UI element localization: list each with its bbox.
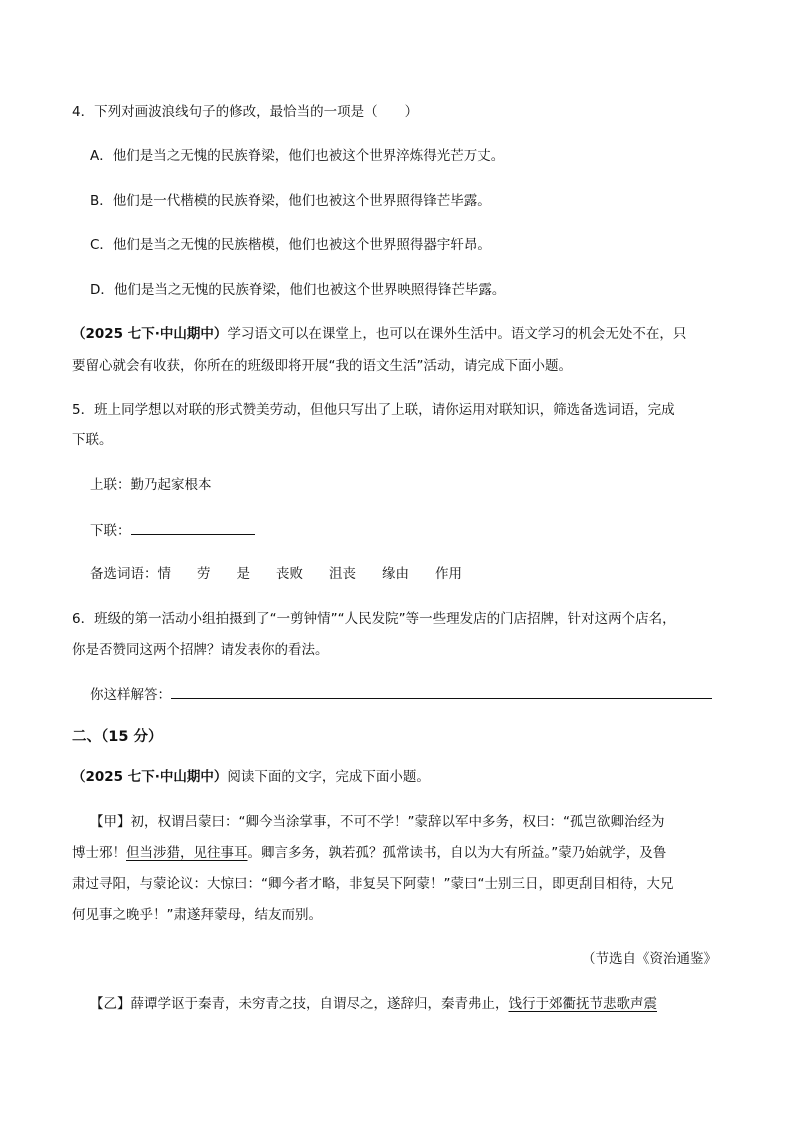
candidate-word: 情	[157, 566, 171, 582]
section-2-source: （2025 七下·中山期中）	[72, 769, 228, 785]
q6-answer-label: 你这样解答：	[90, 687, 171, 703]
q5-lower-label: 下联：	[90, 523, 131, 539]
q4-option-d: D．他们是当之无愧的民族脊梁，他们也被这个世界映照得锋芒毕露。	[90, 282, 506, 298]
candidate-word: 劳	[197, 566, 211, 582]
jia-line-2-post: 。卿言多务，孰若孤？孤常读书，自以为大有所益。”蒙乃始就学，及鲁	[247, 845, 667, 861]
q6-answer	[90, 684, 712, 705]
q5-upper-couplet: 上联：勤乃起家根本	[90, 477, 212, 493]
q5-stem-line-1: 5．班上同学想以对联的形式赞美劳动，但他只写出了上联，请你运用对联知识，筛选备选词语，完成	[72, 402, 675, 418]
jia-line-3: 肃过寻阳，与蒙论议：大惊曰：“卿今者才略，非复吴下阿蒙！”蒙曰“士别三日，即更刮目相待，大兄	[72, 876, 674, 892]
section-2-intro	[72, 767, 430, 787]
jia-line-1: 【甲】初，权谓吕蒙曰：“卿今当涂掌事，不可不学！”蒙辞以军中多务，权曰：“孤岂欲卿治经为	[90, 814, 665, 830]
section-2-instruction: 阅读下面的文字，完成下面小题。	[227, 769, 430, 785]
q4-option-a: A．他们是当之无愧的民族脊梁，他们也被这个世界淬炼得光芒万丈。	[90, 148, 505, 164]
q4-option-c: C．他们是当之无愧的民族楷模，他们也被这个世界照得器宇轩昂。	[90, 237, 491, 253]
candidate-word: 是	[236, 566, 250, 582]
yi-line-1-pre: 【乙】薛谭学讴于秦青，未穷青之技，自谓尽之，遂辞归，秦青弗止，	[90, 996, 509, 1012]
candidate-word: 丧败	[276, 566, 303, 582]
section-2-heading: 二、（15 分）	[72, 729, 163, 745]
intro-text-1: 学习语文可以在课堂上，也可以在课外生活中。语文学习的机会无处不在，只	[227, 326, 687, 342]
candidate-word: 沮丧	[329, 566, 356, 582]
q4-option-b: B．他们是一代楷模的民族脊梁，他们也被这个世界照得锋芒毕露。	[90, 193, 491, 209]
q5-lower-answer-blank[interactable]	[131, 520, 255, 535]
jia-line-2-pre: 博士邪！	[72, 845, 126, 861]
q6-stem-line-2: 你是否赞同这两个招牌？请发表你的看法。	[72, 642, 329, 658]
candidate-word: 缘由	[382, 566, 409, 582]
q5-candidates-label: 备选词语：	[90, 566, 158, 582]
jia-line-2	[72, 843, 666, 863]
jia-underlined-sentence: 但当涉猎，见往事耳	[126, 845, 248, 861]
q5-lower-couplet	[90, 520, 255, 541]
yi-line-1	[90, 994, 657, 1014]
q5-stem-line-2: 下联。	[72, 432, 113, 448]
q6-answer-blank[interactable]	[171, 684, 712, 699]
intro-line-1	[72, 324, 686, 344]
intro-source: （2025 七下·中山期中）	[72, 326, 228, 342]
candidate-word: 作用	[435, 566, 462, 582]
jia-line-4: 何见事之晚乎！”肃遂拜蒙母，结友而别。	[72, 907, 322, 923]
yi-underlined-sentence: 饯行于郊衢抚节悲歌声震	[508, 996, 657, 1012]
q5-candidates	[90, 564, 488, 584]
q4-stem: 4．下列对画波浪线句子的修改，最恰当的一项是（ ）	[72, 104, 419, 120]
q6-stem-line-1: 6．班级的第一活动小组拍摄到了“一剪钟情”“人民发院”等一些理发店的门店招牌，针对这两个店名，	[72, 611, 676, 627]
jia-citation: （节选自《资治通鉴》	[582, 951, 717, 967]
intro-line-2: 要留心就会有收获，你所在的班级即将开展“我的语文生活”活动，请完成下面小题。	[72, 358, 572, 374]
